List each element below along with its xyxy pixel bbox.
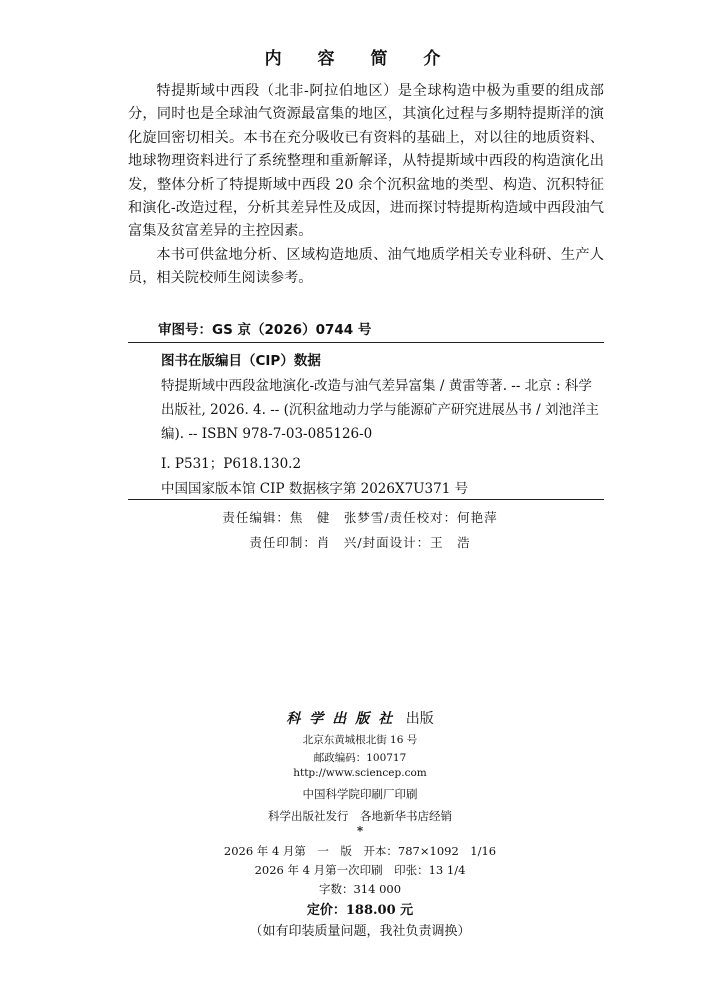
publisher-address: 北京东黄城根北街 16 号 bbox=[302, 734, 418, 746]
price: 定价：188.00 元 bbox=[306, 903, 414, 918]
map-review-number: 审图号：GS 京（2026）0744 号 bbox=[158, 322, 372, 338]
cip-heading: 图书在版编目（CIP）数据 bbox=[161, 353, 321, 369]
quality-notice: （如有印装质量问题，我社负责调换） bbox=[249, 924, 471, 939]
intro-paragraph-2: 本书可供盆地分析、区域构造地质、油气地质学相关专业科研、生产人员，相关院校师生阅读参考。 bbox=[128, 246, 604, 287]
cip-body: 特提斯域中西段盆地演化-改造与油气差异富集 / 黄雷等著. -- 北京 : 科学出版社, 2026. 4. -- (沉积盆地动力学与能源矿产研究进展丛书 / 刘池洋主编). -- ISBN 978-7-03-085126-0 bbox=[161, 378, 600, 442]
page-title: 内 容 简 介 bbox=[264, 49, 456, 69]
cip-national-number: 中国国家版本馆 CIP 数据核字第 2026X7U371 号 bbox=[161, 481, 469, 497]
publisher-url: http://www.sciencep.com bbox=[293, 767, 427, 779]
intro-paragraph-1: 特提斯域中西段（北非-阿拉伯地区）是全球构造中极为重要的组成部分，同时也是全球油气资源最富集的地区，其演化过程与多期特提斯洋的演化旋回密切相关。本书在充分吸收已有资料的基础上，对以往的地质资料、地球物理资料进行了系统整理和重新解译，从特提斯域中西段的构造演化出发，整体分析了特提斯域中西段 20 余个沉积盆地的类型、构造、沉积特征和演化-改造过程，分析其差异性及成因，进而探讨特提斯构造域中西段油气富集及贫富差异的主控因素。 bbox=[128, 83, 604, 240]
publisher-suffix: 出版 bbox=[405, 711, 434, 727]
intro-section bbox=[128, 80, 604, 291]
distribution-line: 科学出版社发行 各地新华书店经销 bbox=[268, 809, 452, 823]
staff-line-editors: 责任编辑：焦 健 张梦雪/责任校对：何艳萍 bbox=[222, 510, 498, 525]
publisher-name bbox=[0, 708, 720, 728]
publisher-logo: 科学出版社 bbox=[286, 711, 402, 727]
printer-line: 中国科学院印刷厂印刷 bbox=[302, 787, 418, 801]
cip-classification: Ⅰ. P531；P618.130.2 bbox=[161, 456, 302, 472]
separator-star: * bbox=[356, 824, 364, 838]
staff-line-printing: 责任印制：肖 兴/封面设计：王 浩 bbox=[249, 535, 471, 550]
word-count: 字数：314 000 bbox=[318, 882, 402, 896]
printing-line: 2026 年 4 月第一次印刷 印张：13 1/4 bbox=[254, 863, 466, 877]
edition-line: 2026 年 4 月第 一 版 开本：787×1092 1/16 bbox=[223, 844, 497, 858]
publisher-postcode: 邮政编码：100717 bbox=[313, 752, 407, 764]
